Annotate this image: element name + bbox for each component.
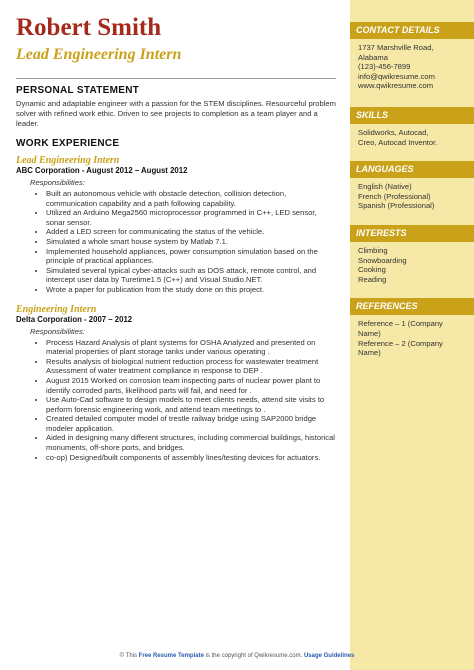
list-item: Name) — [358, 348, 381, 358]
list-item: • Process Hazard Analysis of plant systems for OSHA Analyzed and presented on material properties of plant storage tanks under various operating . — [46, 338, 336, 357]
footer-prefix: © This — [119, 653, 137, 659]
email-address[interactable]: info@qwikresume.com — [358, 71, 435, 81]
languages-section — [358, 161, 468, 219]
interests-section — [358, 225, 468, 292]
job-title: Engineering Intern — [16, 303, 97, 315]
job-entry — [16, 304, 336, 463]
list-item: Cooking — [358, 265, 386, 275]
phone-number: (123)-456-7899 — [358, 62, 411, 72]
list-item: • co-op) Designed/built components of assembly lines/testing devices for actuators. — [46, 453, 336, 463]
responsibilities-label: Responsibilities: — [30, 178, 85, 187]
list-item: • Simulated several typical cyber-attacks such as DOS attack, remote control, and intercept user data by Turetime1.5 (C++) and Visual Studio.NET. — [46, 266, 336, 285]
responsibilities-list — [16, 338, 336, 463]
references-heading: REFERENCES — [350, 298, 474, 315]
website-link[interactable]: www.qwikresume.com — [358, 81, 434, 91]
list-item: • Implemented household appliances, power consumption simulation based on the principle of practical appliances. — [46, 247, 336, 266]
interests-heading: INTERESTS — [350, 225, 474, 242]
responsibilities-list — [16, 189, 336, 295]
contact-details — [358, 39, 468, 99]
list-item: • Use Auto-Cad software to design models to meet clients needs, attend site visits to perform forensic engineering work, and attend team meetings to . — [46, 395, 336, 414]
list-item: • Results analysis of biological nutrient reduction process for wastewater treatment Assessment of water treatment compliance in response to DEP . — [46, 357, 336, 376]
job-company: ABC Corporation - August 2012 – August 2012 — [16, 166, 188, 175]
list-item: • Aided in designing many different structures, including commercial buildings, historical monuments, off-shore ports, and bridges. — [46, 433, 336, 452]
references-list — [358, 315, 468, 365]
contact-section — [358, 22, 468, 99]
list-item: • Utilized an Arduino Mega2560 microprocessor programmed in C++, LED sensor, sonar sensor. — [46, 208, 336, 227]
list-item: • Wrote a paper for publication from the study done on this project. — [46, 285, 336, 295]
candidate-role: Lead Engineering Intern — [16, 46, 182, 63]
list-item: Climbing — [358, 245, 388, 255]
list-item: Reading — [358, 274, 387, 284]
list-item: English (Native) — [358, 182, 412, 192]
list-item: Reference – 2 (Company — [358, 338, 443, 348]
languages-heading: LANGUAGES — [350, 161, 474, 178]
address-state: Alabama — [358, 52, 388, 62]
list-item: Name) — [358, 328, 381, 338]
footer-copyright-text: is the copyright of Qwikresume.com. — [205, 653, 303, 659]
skills-heading: SKILLS — [350, 107, 474, 124]
interests-list — [358, 242, 468, 292]
list-item: Reference – 1 (Company — [358, 319, 443, 329]
list-item: Creo, Autocad Inventor. — [358, 137, 438, 147]
free-resume-template-link[interactable]: Free Resume Template — [138, 653, 204, 659]
job-company: Delta Corporation - 2007 – 2012 — [16, 314, 133, 324]
list-item: • Simulated a whole smart house system by Matlab 7.1. — [46, 237, 336, 247]
candidate-name: Robert Smith — [16, 14, 162, 41]
list-item: Solidworks, Autocad, — [358, 127, 429, 137]
list-item: Snowboarding — [358, 255, 407, 265]
references-section — [358, 298, 468, 365]
work-experience-heading: WORK EXPERIENCE — [16, 138, 120, 149]
usage-guidelines-link[interactable]: Usage Guidelines — [303, 653, 355, 659]
skills-list — [358, 124, 468, 155]
job-entry — [16, 155, 336, 295]
main-column — [16, 14, 336, 462]
list-item: • Built an autonomous vehicle with obstacle detection, collision detection, communication capability and a path following capability. — [46, 189, 336, 208]
list-item: • Added a LED screen for communicating the status of the vehicle. — [46, 227, 336, 237]
personal-statement-heading: PERSONAL STATEMENT — [16, 85, 140, 96]
list-item: • August 2015 Worked on corrosion team inspecting parts of nuclear power plant to identify corroded parts, likelihood parts will fail, and need for . — [46, 376, 336, 395]
job-title: Lead Engineering Intern — [16, 155, 120, 166]
list-item: Spanish (Professional) — [358, 201, 435, 211]
list-item: French (Professional) — [358, 191, 431, 201]
languages-list — [358, 178, 468, 219]
skills-section — [358, 107, 468, 155]
personal-statement-text: Dynamic and adaptable engineer with a passion for the STEM disciplines. Resourceful problem solver with refined work ethic. Driven to see projects to completion as a team player and a leader. — [16, 99, 336, 128]
contact-heading: CONTACT DETAILS — [350, 22, 474, 39]
responsibilities-label: Responsibilities: — [30, 326, 85, 336]
header-divider — [16, 78, 336, 79]
list-item: • Created detailed computer model of trestle railway bridge using SAP2000 bridge modeler application. — [46, 414, 336, 433]
address-line: 1737 Marshville Road, — [358, 43, 434, 52]
sidebar — [350, 0, 474, 670]
copyright-footer — [0, 653, 474, 659]
